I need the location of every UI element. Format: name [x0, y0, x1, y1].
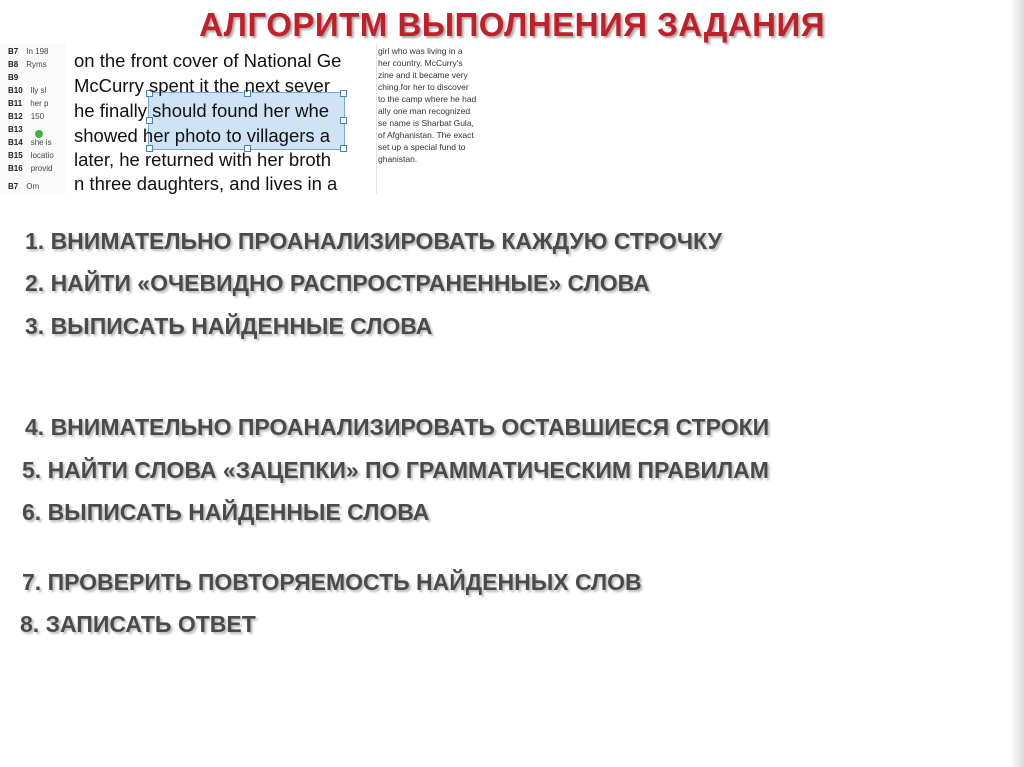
slide-edge-shadow: [1010, 0, 1024, 767]
step-5: 5. НАЙТИ СЛОВА «ЗАЦЕПКИ» ПО ГРАММАТИЧЕСКИМ ПРАВИЛАМ: [22, 457, 769, 483]
step-3: 3. ВЫПИСАТЬ НАЙДЕННЫЕ СЛОВА: [25, 313, 433, 339]
excerpt-line: McCurry spent it the next sever: [74, 75, 331, 96]
small-text-line: se name is Sharbat Gula,: [378, 118, 474, 128]
small-text-line: to the camp where he had: [378, 94, 477, 104]
gutter-row: B7 Om: [8, 182, 40, 191]
excerpt-line: later, he returned with her broth: [74, 149, 332, 170]
gutter-row: B14 she is: [8, 138, 52, 147]
gutter-row: B7 In 198: [8, 47, 49, 56]
gutter-row: B12 150: [8, 112, 45, 121]
step-2: 2. НАЙТИ «ОЧЕВИДНО РАСПРОСТРАНЕННЫЕ» СЛОВА: [25, 270, 650, 296]
zoomed-text-panel: [66, 44, 377, 194]
small-text-line: her country. McCurry's: [378, 58, 463, 68]
step-7: 7. ПРОВЕРИТЬ ПОВТОРЯЕМОСТЬ НАЙДЕННЫХ СЛОВ: [22, 569, 642, 595]
small-text-line: ally one man recognized: [378, 106, 471, 116]
small-text-line: of Afghanistan. The exact: [378, 130, 474, 140]
green-marker-icon: [35, 130, 43, 138]
gutter-row: B16 provid: [8, 164, 53, 173]
gutter-row: B15 locatio: [8, 151, 54, 160]
step-1: 1. ВНИМАТЕЛЬНО ПРОАНАЛИЗИРОВАТЬ КАЖДУЮ СТРОЧКУ: [25, 228, 722, 254]
gutter-row: B8 Ryms: [8, 60, 47, 69]
gutter-row: B13: [8, 125, 23, 134]
selection-handle[interactable]: [340, 145, 347, 152]
excerpt-line: on the front cover of National Ge: [74, 50, 342, 71]
excerpt-line: n three daughters, and lives in a: [74, 173, 338, 194]
small-text-line: set up a special fund to: [378, 142, 466, 152]
selection-handle[interactable]: [340, 117, 347, 124]
slide-title: АЛГОРИТМ ВЫПОЛНЕНИЯ ЗАДАНИЯ: [199, 6, 825, 43]
excerpt-line: he finally should found her whe: [74, 100, 330, 121]
gutter-row: B9: [8, 73, 19, 82]
small-text-line: ching for her to discover: [378, 82, 469, 92]
gutter-row: B10 lly sl: [8, 86, 47, 95]
excerpt-line: showed her photo to villagers a: [74, 125, 331, 146]
small-text-line: ghanistan.: [378, 154, 418, 164]
gutter-row: B11 her p: [8, 99, 49, 108]
step-6: 6. ВЫПИСАТЬ НАЙДЕННЫЕ СЛОВА: [22, 499, 430, 525]
small-text-column: [378, 44, 505, 194]
line-number-gutter: [0, 44, 67, 194]
step-8: 8. ЗАПИСАТЬ ОТВЕТ: [20, 611, 256, 637]
selection-handle[interactable]: [340, 90, 347, 97]
step-4: 4. ВНИМАТЕЛЬНО ПРОАНАЛИЗИРОВАТЬ ОСТАВШИЕСЯ СТРОКИ: [25, 414, 770, 440]
small-text-line: zine and it became very: [378, 70, 468, 80]
text-excerpt-image: [0, 44, 505, 194]
small-text-line: girl who was living in a: [378, 46, 463, 56]
